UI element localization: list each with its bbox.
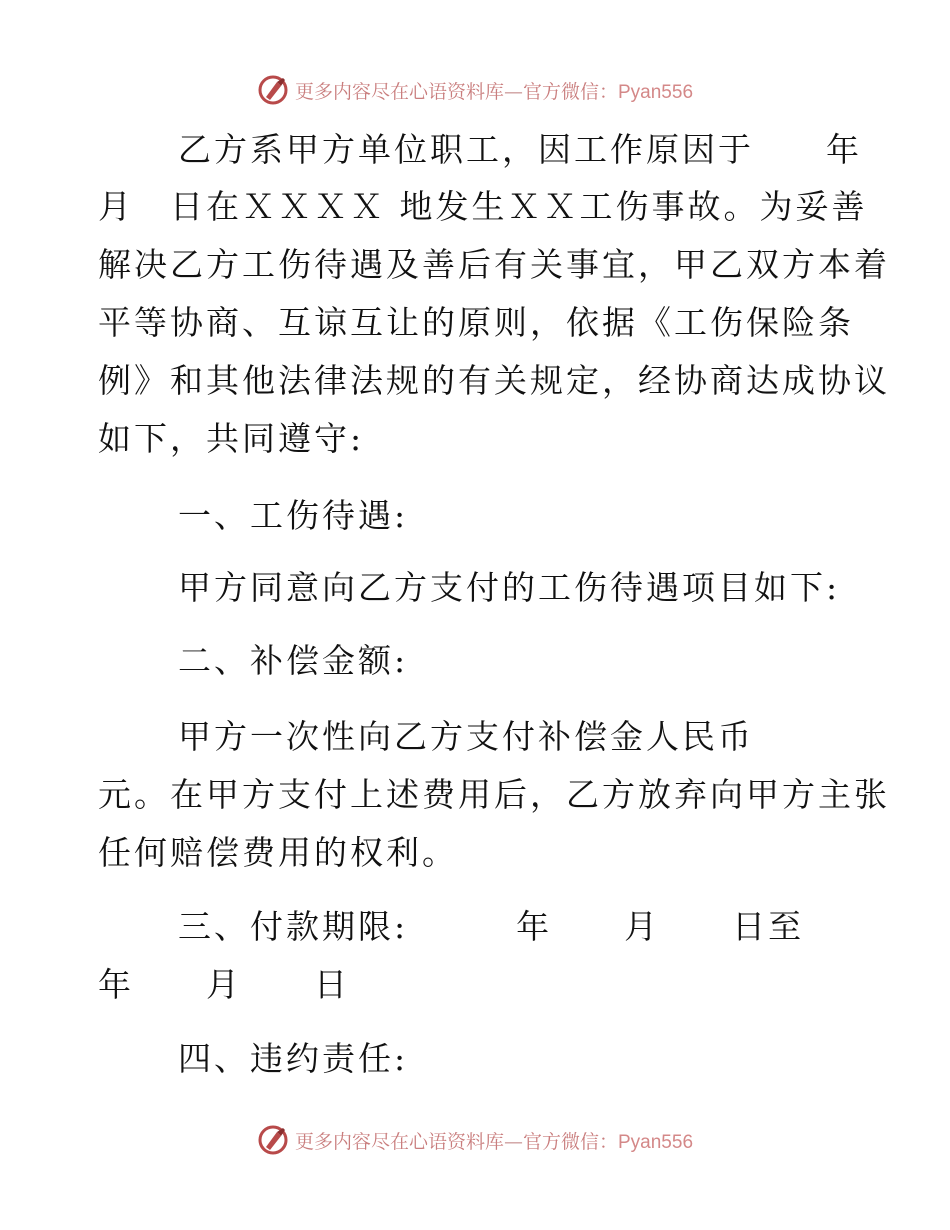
pen-nib-circle-icon — [257, 1124, 289, 1156]
paragraph-line: 如下，共同遵守: — [98, 419, 365, 458]
paragraph-line: 元。在甲方支付上述费用后，乙方放弃向甲方主张 — [98, 775, 890, 814]
watermark-text: 更多内容尽在心语资料库—官方微信：Pyan556 — [294, 1130, 694, 1153]
header-watermark — [0, 70, 950, 110]
watermark-text: 更多内容尽在心语资料库—官方微信：Pyan556 — [294, 80, 694, 103]
section-heading-injury-benefits: 一、工伤待遇: — [178, 496, 409, 535]
paragraph-line: 甲方同意向乙方支付的工伤待遇项目如下: — [178, 568, 841, 607]
section-heading-compensation: 二、补偿金额: — [178, 641, 409, 680]
paragraph-line: 例》和其他法律法规的有关规定，经协商达成协议 — [98, 361, 890, 400]
paragraph-line: 月 日在ＸＸＸＸ 地发生ＸＸ工伤事故。为妥善 — [98, 187, 868, 226]
paragraph-line: 任何赔偿费用的权利。 — [98, 833, 458, 872]
paragraph-line: 平等协商、互谅互让的原则，依据《工伤保险条 — [98, 303, 854, 342]
paragraph-line: 乙方系甲方单位职工，因工作原因于 年 — [178, 130, 862, 169]
paragraph-line: 甲方一次性向乙方支付补偿金人民币 — [178, 717, 754, 756]
paragraph-line: 年 月 日 — [98, 965, 350, 1004]
section-heading-liability: 四、违约责任: — [178, 1039, 409, 1078]
paragraph-line: 解决乙方工伤待遇及善后有关事宜，甲乙双方本着 — [98, 245, 890, 284]
pen-nib-circle-icon — [257, 74, 289, 106]
footer-watermark — [0, 1120, 950, 1160]
section-heading-payment-period: 三、付款期限: 年 月 日至 — [178, 907, 805, 946]
